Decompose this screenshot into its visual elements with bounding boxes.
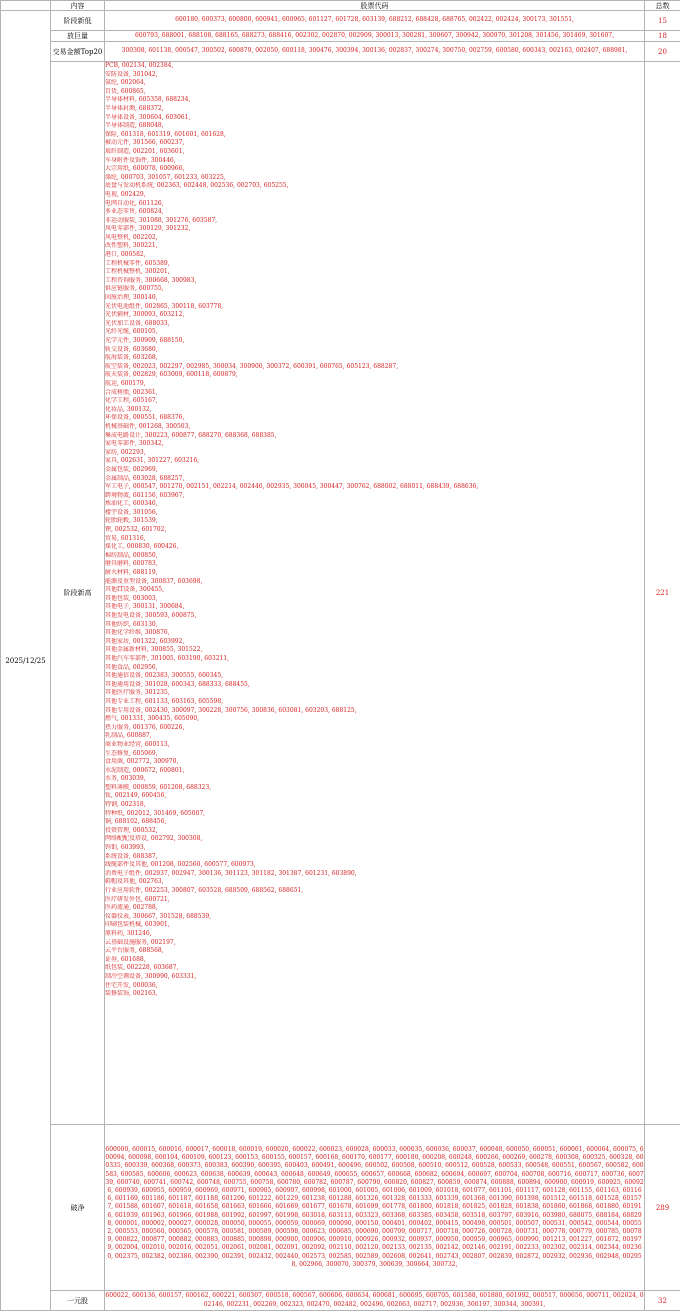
industry-line: 非运动服装, 301088, 301276, 603587, <box>105 217 644 226</box>
category-label: 阶段新高 <box>51 62 105 1125</box>
industry-line: 光伏加工设备, 688033, <box>105 320 644 329</box>
industry-line: 机械基础件, 001268, 300503, <box>105 423 644 432</box>
industry-line: 金属包装, 002969, <box>105 466 644 475</box>
category-label: 交易金额Top20 <box>51 42 105 62</box>
industry-line: 纸包装, 002228, 603687, <box>105 964 644 973</box>
industry-line: 热力服务, 001376, 600226, <box>105 724 644 733</box>
industry-line: 其他金属新材料, 300855, 301522, <box>105 646 644 655</box>
industry-line: 其他汽车零部件, 301005, 603190, 603211, <box>105 655 644 664</box>
industry-line: 投资管理, 000532, <box>105 827 644 836</box>
industry-line: 车身附件及饰件, 300446, <box>105 157 644 166</box>
industry-line: 炼油化工, 600346, <box>105 500 644 509</box>
industry-line: PCB, 002134, 002384, <box>105 62 644 71</box>
industry-line: 航运, 600179, <box>105 380 644 389</box>
industry-line: 锂, 002532, 601702, <box>105 526 644 535</box>
industry-line: 仪器仪表, 300667, 301528, 688539, <box>105 913 644 922</box>
industry-line: 其他食品, 002956, <box>105 664 644 673</box>
industry-line: 原料药, 301246, <box>105 930 644 939</box>
industry-line: 光伏辅材, 300093, 603212, <box>105 311 644 320</box>
industry-line: 特钢, 002318, <box>105 801 644 810</box>
category-label: 破净 <box>51 1125 105 1291</box>
industry-line: 线缆部件及其他, 001208, 002560, 600577, 600973, <box>105 861 644 870</box>
industry-line: 跨境物流, 601156, 603967, <box>105 492 644 501</box>
header-total: 总数 <box>645 1 680 11</box>
category-label: 一元股 <box>51 1291 105 1311</box>
industry-line: 云基础设施服务, 002197, <box>105 939 644 948</box>
header-codes: 股票代码 <box>105 1 645 11</box>
industry-line: 钛, 002149, 600456, <box>105 792 644 801</box>
industry-line: 其他通用设备, 301028, 600343, 688333, 688455, <box>105 681 644 690</box>
industry-line: 半导体材料, 605358, 688234, <box>105 96 644 105</box>
industry-line: 集成电路设计, 300223, 600877, 688270, 688368, 688385, <box>105 432 644 441</box>
header-content: 内容 <box>51 1 105 11</box>
row-new-low <box>1 11 680 31</box>
industry-line: 水务, 003039, <box>105 775 644 784</box>
industry-line: 其他医疗服务, 301235, <box>105 689 644 698</box>
total-count: 221 <box>645 62 680 1125</box>
industry-line: 军工电子, 000547, 001270, 002151, 002214, 002446, 002935, 300045, 300447, 300762, 688002, 688011, 688439, 688636, <box>105 483 644 492</box>
industry-line: 家纺, 002293, <box>105 449 644 458</box>
industry-line: 其他包装, 003003, <box>105 595 644 604</box>
industry-line: 化妆品, 300132, <box>105 406 644 415</box>
industry-line: 被动元件, 301566, 600237, <box>105 139 644 148</box>
industry-line: 半导体制造, 688048, <box>105 122 644 131</box>
industry-line: 化学工程, 605167, <box>105 397 644 406</box>
industry-line: 航天装备, 002829, 603009, 600118, 600879, <box>105 371 644 380</box>
industry-line: 住宅开发, 000036, <box>105 982 644 991</box>
industry-line: 风电零部件, 300129, 301232, <box>105 225 644 234</box>
industry-line: 水泥制造, 000672, 600801, <box>105 767 644 776</box>
industry-line: 其他电子, 300131, 300684, <box>105 603 644 612</box>
industry-line: 其他发电设备, 300593, 600875, <box>105 612 644 621</box>
industry-line: 鞋帽及其他, 002763, <box>105 878 644 887</box>
industry-line: 光伏电池组件, 002865, 300118, 603778, <box>105 303 644 312</box>
industry-line: 其他IT设备, 300455, <box>105 586 644 595</box>
industry-line: 其他家居, 001322, 603992, <box>105 638 644 647</box>
industry-line: 光学元件, 300909, 688150, <box>105 337 644 346</box>
industry-line: 系统设备, 688387, <box>105 853 644 862</box>
industry-line: 航海装备, 603268, <box>105 354 644 363</box>
row-below-book <box>1 1125 680 1291</box>
row-new-high <box>1 62 680 1125</box>
industry-line: 金属制品, 603028, 688257, <box>105 475 644 484</box>
industry-line: 玻纤制造, 002201, 603601, <box>105 148 644 157</box>
industry-line: 其他专业工程, 601133, 603163, 605598, <box>105 698 644 707</box>
industry-line: 其他通信设备, 002383, 300555, 600345, <box>105 672 644 681</box>
industry-line: 百货, 600865, <box>105 88 644 97</box>
industry-line: 其他化学纤维, 300876, <box>105 629 644 638</box>
total-count: 32 <box>645 1291 680 1311</box>
industry-line: 保险, 601318, 601319, 601601, 601628, <box>105 131 644 140</box>
industry-line: 网络配配及塔设, 002792, 300308, <box>105 835 644 844</box>
industry-line: 医药流通, 002788, <box>105 904 644 913</box>
industry-line: 合成树脂, 002361, <box>105 389 644 398</box>
industry-line: 半导体设备, 300604, 603061, <box>105 114 644 123</box>
industry-line: 轨交设备, 603680, <box>105 346 644 355</box>
industry-line: 食用菌, 002772, 300970, <box>105 758 644 767</box>
industry-line: 环保设备, 000551, 688376, <box>105 414 644 423</box>
industry-line: 电视, 002429, <box>105 191 644 200</box>
industry-line: 家具, 002631, 301227, 603216, <box>105 457 644 466</box>
total-count: 15 <box>645 11 680 31</box>
industry-line: 行业应用软件, 002253, 300807, 603528, 688509, 688562, 688651, <box>105 887 644 896</box>
industry-line: 能源及重型设备, 300837, 603698, <box>105 578 644 587</box>
industry-line: 半导体封测, 688372, <box>105 105 644 114</box>
industry-line: 煤化工, 000830, 600426, <box>105 543 644 552</box>
industry-line: 云平台服务, 688568, <box>105 947 644 956</box>
industry-line: 磨具磨料, 600783, <box>105 560 644 569</box>
industry-line: 固废治理, 300140, <box>105 294 644 303</box>
industry-line: 氨纶, 002064, <box>105 79 644 88</box>
date-cell: 2025/12/25 <box>1 11 51 1311</box>
industry-line: 商业物业经营, 600113, <box>105 741 644 750</box>
stock-codes: 600793, 688001, 688108, 688165, 688273, 688416, 002302, 002870, 002909, 300013, 300281, 300607, 300942, 300970, 301208, 301456, 301469, 301607, <box>105 31 645 42</box>
industry-line: 多业态零售, 600824, <box>105 208 644 217</box>
industry-line: 电网自动化, 601126, <box>105 200 644 209</box>
industry-line: 铜, 688102, 688456, <box>105 818 644 827</box>
industry-line: 医疗研发外包, 600721, <box>105 896 644 905</box>
row-huge-volume <box>1 31 680 42</box>
industry-line: 制冷空调设备, 300990, 603331, <box>105 973 644 982</box>
category-label: 放巨量 <box>51 31 105 42</box>
industry-line: 印刷包装机械, 603901, <box>105 921 644 930</box>
total-count: 289 <box>645 1125 680 1291</box>
stock-codes: 300308, 601138, 000547, 300502, 600879, 002050, 600118, 300476, 300394, 300136, 002837, 300274, 300750, 002759, 600580, 600343, 002163, 002407, 688981, <box>105 42 645 62</box>
industry-list <box>105 62 645 1125</box>
header-blank <box>1 1 51 11</box>
industry-line: 涤纶, 000703, 301057, 601233, 603225, <box>105 174 644 183</box>
industry-line: 塑料薄膜, 000859, 601208, 688323, <box>105 784 644 793</box>
industry-line: 耐火材料, 688119, <box>105 569 644 578</box>
industry-line: 安防设备, 301042, <box>105 71 644 80</box>
industry-line: 棉纺制品, 000850, <box>105 552 644 561</box>
total-count: 20 <box>645 42 680 62</box>
row-turnover-top20 <box>1 42 680 62</box>
industry-line: 其他纺织, 603130, <box>105 621 644 630</box>
header-row <box>1 1 680 11</box>
industry-line: 燃气, 001331, 300435, 605090, <box>105 715 644 724</box>
industry-line: 生态修复, 605069, <box>105 750 644 759</box>
industry-line: 家电零部件, 300342, <box>105 440 644 449</box>
stock-codes: 600180, 600373, 600800, 600941, 600965, 601127, 601728, 603139, 688212, 688428, 688765, 002422, 002424, 300173, 301551, <box>105 11 645 31</box>
industry-line: 证券, 601688, <box>105 956 644 965</box>
industry-line: 港口, 000582, <box>105 251 644 260</box>
industry-line: 其他专用设备, 002430, 300097, 300228, 300756, 300836, 603081, 603203, 688125, <box>105 707 644 716</box>
total-count: 18 <box>645 31 680 42</box>
industry-line: 光纤光缆, 600105, <box>105 328 644 337</box>
industry-line: 钨钼, 603993, <box>105 844 644 853</box>
category-label: 阶段新低 <box>51 11 105 31</box>
industry-line: 轮胎轮毂, 301539, <box>105 517 644 526</box>
industry-line: 改性塑料, 300221, <box>105 242 644 251</box>
stock-codes: 600000, 600015, 600016, 600017, 600018, 600019, 600020, 600022, 600023, 600028, 600033, 600035, 600036, 600037, 600048, 600050, 600051, 600061, 600064, 600075, 600094, 600098, 600104, 600109, 600123, 600153, 600155, 600157, 600168, 600170, 600177, 600180, 600208, 600248, 600266, 600269, 600278, 600308, 600325, 600328, 600335, 600339, 600368, 600373, 600383, 600390, 600395, 600403, 600491, 600496, 600502, 600508, 600510, 600512, 600528, 600533, 600548, 600551, 600567, 600582, 600583, 600585, 600606, 600623, 600638, 600639, 600643, 600648, 600649, 600655, 600657, 600668, 600682, 600694, 600697, 600704, 600708, 600716, 600717, 600736, 600739, 600740, 600741, 600742, 600748, 600755, 600758, 600780, 600782, 600787, 600790, 600820, 600827, 600859, 600874, 600888, 600894, 600900, 600919, 600925, 600926, 600939, 600955, 600959, 600969, 600971, 600985, 600997, 600998, 601000, 601005, 601006, 601009, 601018, 601077, 601101, 601117, 601128, 601155, 601163, 601166, 601169, 601186, 601187, 601188, 601200, 601222, 601229, 601238, 601288, 601326, 601328, 601333, 601339, 601368, 601390, 601398, 601512, 601518, 601528, 601577, 601588, 601607, 601618, 601658, 601663, 601666, 601669, 601677, 601678, 601699, 601778, 601800, 601818, 601825, 601828, 601838, 601860, 601868, 601880, 601916, 601939, 601963, 601966, 601988, 601992, 601997, 601998, 603018, 603113, 603323, 603368, 603385, 603458, 603518, 603797, 603916, 603980, 688075, 688184, 688298, 000001, 000002, 000027, 000028, 000050, 000055, 000059, 000069, 000090, 000150, 000401, 000402, 000415, 000498, 000501, 000507, 000531, 000542, 000544, 000552, 000553, 000560, 000565, 000578, 000581, 000589, 000598, 000623, 000685, 000690, 000709, 000717, 000718, 000726, 000728, 000731, 000778, 000779, 000785, 000789, 000822, 000877, 000882, 000883, 000885, 000898, 000900, 000906, 000910, 000926, 000932, 000937, 000950, 000959, 000965, 000990, 001213, 001227, 001872, 001979, 002004, 002010, 002016, 002051, 002061, 002081, 002091, 002092, 002110, 002120, 002133, 002135, 002142, 002146, 002191, 002233, 002302, 002314, 002344, 002360, 002375, 002382, 002386, 002390, 002391, 002432, 002440, 002573, 002585, 002589, 002608, 002641, 002743, 002807, 002839, 002872, 002932, 002936, 002948, 002958, 002966, 300070, 300379, 300639, 300664, 300732, <box>105 1125 645 1291</box>
industry-line: 供应链服务, 600755, <box>105 285 644 294</box>
industry-line: 底盘与发动机系统, 002363, 602448, 002536, 002703, 605255, <box>105 182 644 191</box>
industry-line: 风电整机, 002202, <box>105 234 644 243</box>
industry-line: 消费电子组件, 002937, 002947, 300136, 301123, 301182, 301387, 601231, 603890, <box>105 870 644 879</box>
industry-line: 航空装备, 002023, 002297, 002985, 300034, 300900, 300372, 600391, 600765, 605123, 688287, <box>105 363 644 372</box>
industry-line: 工程咨询服务, 300668, 300983, <box>105 277 644 286</box>
industry-line: 工程机械整机, 300201, <box>105 268 644 277</box>
stock-codes: 600022, 600136, 600157, 600162, 600221, 600307, 600518, 600567, 600606, 600634, 600681, 600695, 600705, 601588, 601880, 601992, 000517, 000656, 000711, 002024, 002146, 002231, 002269, 002323, 002470, 002482, 002496, 002663, 002717, 002936, 300197, 300344, 300391, <box>105 1291 645 1311</box>
industry-line: 工程机械零件, 605389, <box>105 260 644 269</box>
industry-line: 楼宇设备, 301056, <box>105 509 644 518</box>
industry-line: 装修装饰, 002163, <box>105 990 644 999</box>
industry-line: 大宗用纸, 600078, 600966, <box>105 165 644 174</box>
industry-line: 乳制品, 600887, <box>105 732 644 741</box>
industry-line: 贸易, 601316, <box>105 535 644 544</box>
industry-line: 特种纸, 002012, 301469, 605007, <box>105 810 644 819</box>
